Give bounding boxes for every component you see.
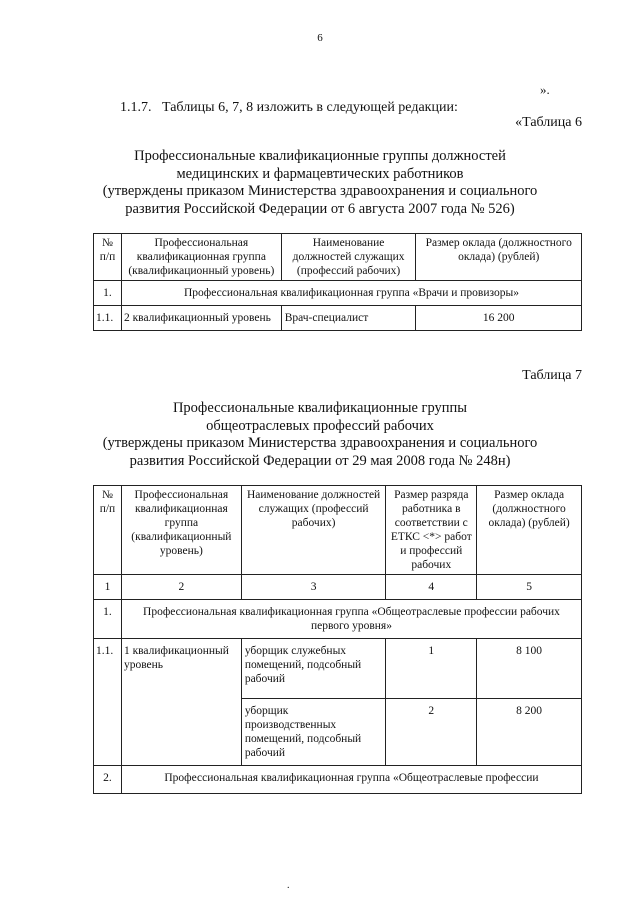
group-number: 1.	[94, 281, 122, 306]
amendment-paragraph: 1.1.7. Таблицы 6, 7, 8 изложить в следующей редакции:	[120, 100, 458, 115]
header-cell: Профессиональная квалификационная группа (квалификационный уровень)	[121, 234, 281, 281]
group-number: 2.	[94, 766, 122, 794]
table7-title-line: развития Российской Федерации от 29 мая 2008 года № 248н)	[129, 452, 511, 469]
previous-text-tail: ».	[540, 82, 550, 97]
table7-label: Таблица 7	[522, 368, 582, 383]
grade-value: 1	[386, 639, 477, 699]
grade-value: 2	[386, 699, 477, 766]
table7-title-line: Профессиональные квалификационные группы	[172, 400, 468, 416]
header-cell: Профессиональная квалификационная группа (квалификационный уровень)	[121, 486, 241, 575]
table7	[93, 485, 582, 794]
column-number: 3	[241, 575, 386, 600]
table6-title-line: медицинских и фармацевтических работников	[176, 165, 464, 182]
row-number: 1.1.	[94, 306, 122, 331]
table7-title-line: общеотраслевых профессий рабочих	[206, 417, 434, 434]
header-cell: Наименование должностей служащих (профессий рабочих)	[241, 486, 386, 575]
column-number: 4	[386, 575, 477, 600]
column-number: 5	[477, 575, 582, 600]
footer-mark: .	[287, 880, 290, 891]
header-cell: № п/п	[94, 486, 122, 575]
table-header-row	[94, 234, 582, 281]
header-cell: Размер разряда работника в соответствии с ЕТКС <*> работ и профессий рабочих	[386, 486, 477, 575]
salary-value: 8 100	[477, 639, 582, 699]
table7-title	[60, 400, 580, 470]
group-title: Профессиональная квалификационная группа «Врачи и провизоры»	[121, 281, 581, 306]
table-row	[94, 281, 582, 306]
table-row	[94, 306, 582, 331]
qualification-level: 1 квалификационный уровень	[121, 639, 241, 766]
table7-title-line: (утверждены приказом Министерства здравоохранения и социального	[102, 435, 538, 451]
table6-label: «Таблица 6	[515, 115, 582, 130]
column-number: 2	[121, 575, 241, 600]
table6-title-line: развития Российской Федерации от 6 августа 2007 года № 526)	[125, 200, 515, 217]
header-cell: № п/п	[94, 234, 122, 281]
salary-value: 8 200	[477, 699, 582, 766]
position-name: Врач-специалист	[281, 306, 416, 331]
table6-title-line: (утверждены приказом Министерства здравоохранения и социального	[102, 183, 538, 199]
table-row	[94, 766, 582, 794]
table6-title-line: Профессиональные квалификационные группы должностей	[134, 148, 506, 164]
table6-title	[60, 148, 580, 218]
column-number-row	[94, 575, 582, 600]
column-number: 1	[94, 575, 122, 600]
position-name: уборщик производственных помещений, подсобный рабочий	[241, 699, 386, 766]
group-title: Профессиональная квалификационная группа «Общеотраслевые профессии рабочих первого уровня»	[121, 600, 581, 639]
table-row	[94, 639, 582, 699]
header-cell: Размер оклада (должностного оклада) (рублей)	[477, 486, 582, 575]
page-number: 6	[317, 32, 323, 44]
qualification-level: 2 квалификационный уровень	[121, 306, 281, 331]
row-number: 1.1.	[94, 639, 122, 766]
table-header-row	[94, 486, 582, 575]
group-title: Профессиональная квалификационная группа «Общеотраслевые профессии	[121, 766, 581, 794]
group-number: 1.	[94, 600, 122, 639]
position-name: уборщик служебных помещений, подсобный рабочий	[241, 639, 386, 699]
table-row	[94, 600, 582, 639]
header-cell: Размер оклада (должностного оклада) (рублей)	[416, 234, 582, 281]
table6	[93, 233, 582, 331]
header-cell: Наименование должностей служащих (профессий рабочих)	[281, 234, 416, 281]
salary-value: 16 200	[416, 306, 582, 331]
